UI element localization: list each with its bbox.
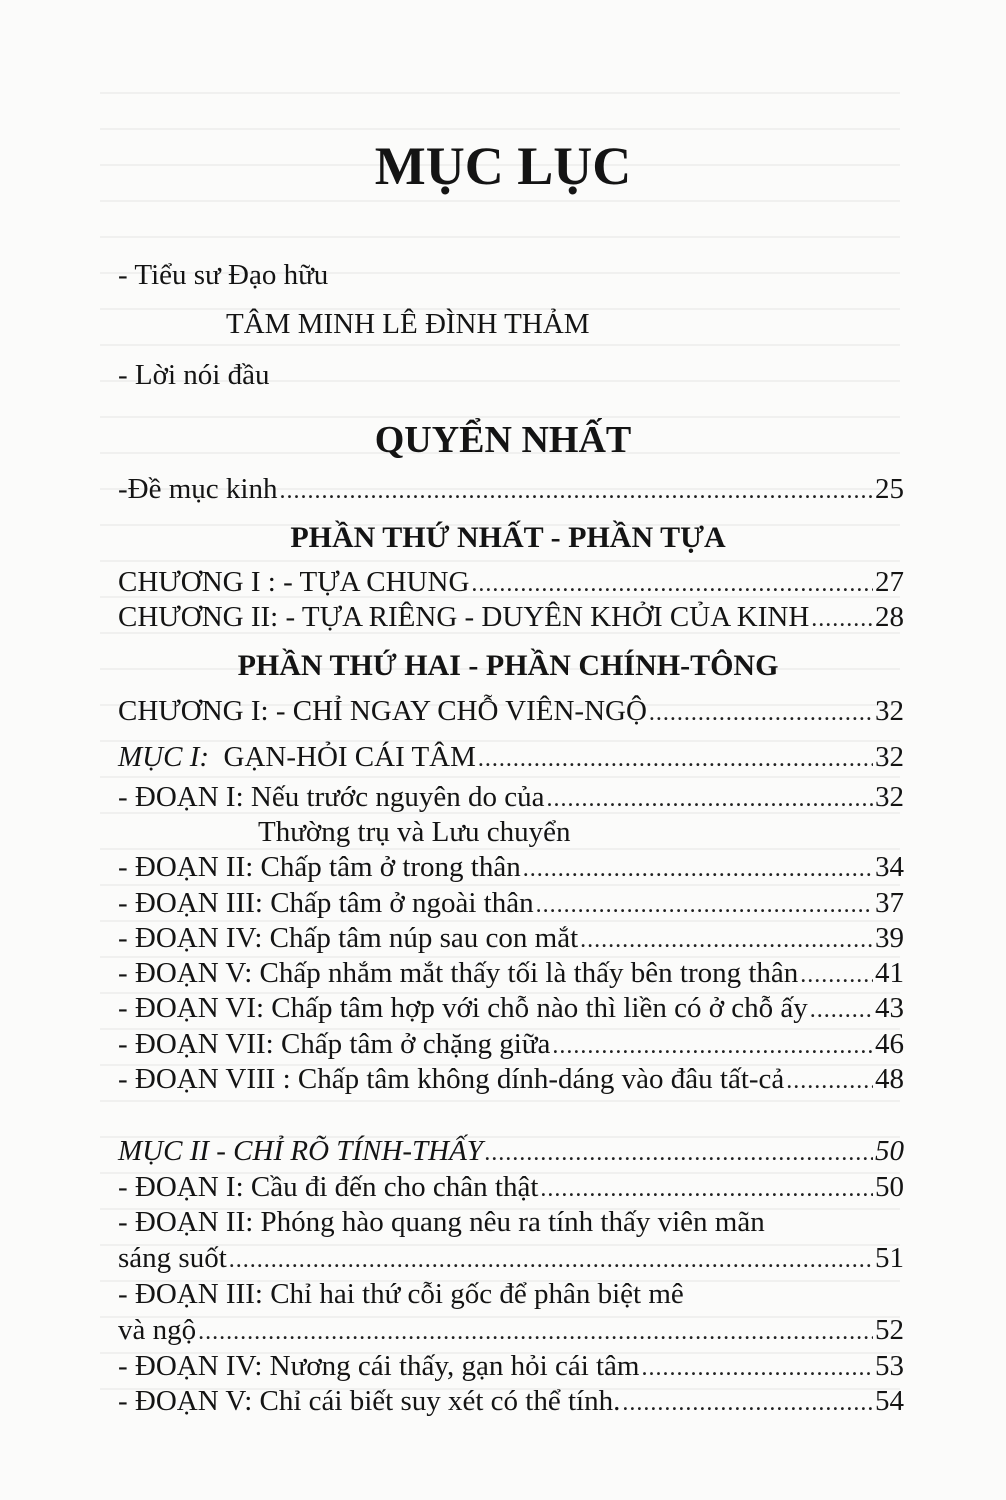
- toc-entry-page: 28: [875, 601, 904, 633]
- toc-entry-label: sáng suốt: [118, 1242, 227, 1274]
- toc-entry-section2: [118, 1134, 904, 1170]
- toc-entry-page: 51: [875, 1242, 904, 1274]
- toc-entry-label: CHƯƠNG I : - TỰA CHUNG: [118, 566, 470, 598]
- leader-dots: [471, 567, 873, 601]
- leader-dots: [540, 1172, 873, 1206]
- toc-entry: [118, 850, 904, 886]
- toc-entry-line1: - ĐOẠN II: Phóng hào quang nêu ra tính thấy viên mãn: [118, 1206, 765, 1238]
- toc-entry-label: - ĐOẠN IV: Chấp tâm núp sau con mắt: [118, 922, 579, 954]
- toc-entry: [118, 600, 904, 636]
- front-matter-biography: - Tiểu sư Đạo hữu: [118, 259, 329, 291]
- toc-entry-page: 32: [875, 741, 904, 773]
- toc-entry-label: MỤC II - CHỈ RÕ TÍNH-THẤY: [118, 1135, 483, 1167]
- leader-dots: [198, 1315, 873, 1349]
- section-prefix: MỤC I:: [118, 741, 210, 773]
- leader-dots: [642, 1351, 874, 1385]
- toc-entry-page: 43: [875, 992, 904, 1024]
- toc-entry: [118, 956, 904, 992]
- leader-dots: [580, 923, 873, 957]
- toc-entry-page: 27: [875, 566, 904, 598]
- toc-entry-page: 37: [875, 887, 904, 919]
- toc-entry: [118, 1241, 904, 1277]
- toc-entry-label: - ĐOẠN VIII : Chấp tâm không dính-dáng vào đâu tất-cả: [118, 1063, 785, 1095]
- toc-entry-continuation: Thường trụ và Lưu chuyển: [258, 816, 571, 848]
- toc-entry-page: 54: [875, 1385, 904, 1417]
- leader-dots: [552, 1029, 873, 1063]
- leader-dots: [810, 993, 873, 1027]
- toc-entry-label: - ĐOẠN VII: Chấp tâm ở chặng giữa: [118, 1028, 551, 1060]
- toc-entry: [118, 472, 904, 508]
- toc-entry-chapter: [118, 694, 904, 730]
- toc-entry-line1: - ĐOẠN III: Chỉ hai thứ cỗi gốc để phân biệt mê: [118, 1278, 684, 1310]
- toc-entry: [118, 1170, 904, 1206]
- toc-entry-label: - ĐOẠN IV: Nương cái thấy, gạn hỏi cái tâm: [118, 1350, 640, 1382]
- toc-entry-label: - ĐOẠN III: Chấp tâm ở ngoài thân: [118, 887, 534, 919]
- leader-dots: [800, 958, 873, 992]
- toc-entry: [118, 565, 904, 601]
- leader-dots: [229, 1243, 873, 1277]
- toc-entry-page: 46: [875, 1028, 904, 1060]
- toc-entry-label: - ĐOẠN I: Cầu đi đến cho chân thật: [118, 1171, 539, 1203]
- front-matter-biography-name: TÂM MINH LÊ ĐÌNH THẢM: [226, 308, 590, 340]
- section-title: GẠN-HỎI CÁI TÂM: [223, 741, 476, 773]
- toc-entry-page: 52: [875, 1314, 904, 1346]
- toc-entry-label: CHƯƠNG II: - TỰA RIÊNG - DUYÊN KHỞI CỦA KINH: [118, 601, 810, 633]
- part1-heading: PHẦN THỨ NHẤT - PHẦN TỰA: [290, 521, 726, 554]
- toc-entry-page: 50: [875, 1171, 904, 1203]
- leader-dots: [523, 852, 873, 886]
- leader-dots: [649, 696, 873, 730]
- toc-entry: [118, 921, 904, 957]
- toc-entry: [118, 1062, 904, 1098]
- toc-entry: [118, 886, 904, 922]
- toc-entry: [118, 1313, 904, 1349]
- toc-entry: [118, 780, 904, 816]
- toc-entry-page: 50: [875, 1135, 904, 1167]
- toc-entry-label: CHƯƠNG I: - CHỈ NGAY CHỖ VIÊN-NGỘ: [118, 695, 647, 727]
- toc-entry: [118, 991, 904, 1027]
- toc-entry-section1: [118, 740, 904, 776]
- page-title: MỤC LỤC: [374, 136, 632, 196]
- toc-entry: [118, 1349, 904, 1385]
- toc-entry-page: 32: [875, 781, 904, 813]
- leader-dots: [478, 742, 873, 776]
- toc-entry-page: 39: [875, 922, 904, 954]
- leader-dots: [485, 1136, 873, 1170]
- toc-entry-page: 25: [875, 473, 904, 505]
- toc-entry-label: và ngộ: [118, 1314, 197, 1346]
- leader-dots: [536, 888, 873, 922]
- book-heading: QUYỂN NHẤT: [374, 419, 632, 461]
- toc-entry-label: - ĐOẠN VI: Chấp tâm hợp với chỗ nào thì liền có ở chỗ ấy: [118, 992, 808, 1024]
- leader-dots: [786, 1064, 873, 1098]
- toc-entry: [118, 1384, 904, 1420]
- toc-entry-page: 48: [875, 1063, 904, 1095]
- leader-dots: [279, 474, 873, 508]
- toc-entry-page: 53: [875, 1350, 904, 1382]
- toc-entry-label: - ĐOẠN V: Chỉ cái biết suy xét có thể tính.: [118, 1385, 621, 1417]
- toc-entry-label: - ĐOẠN V: Chấp nhắm mắt thấy tối là thấy bên trong thân: [118, 957, 799, 989]
- toc-entry-label: [118, 740, 476, 774]
- toc-entry: [118, 1027, 904, 1063]
- toc-entry-page: 34: [875, 851, 904, 883]
- toc-entry-page: 32: [875, 695, 904, 727]
- toc-entry-label: -Đề mục kinh: [118, 473, 278, 505]
- leader-dots: [622, 1386, 873, 1420]
- toc-entry-label: - ĐOẠN II: Chấp tâm ở trong thân: [118, 851, 521, 883]
- front-matter-preface: - Lời nói đầu: [118, 359, 270, 391]
- leader-dots: [546, 782, 873, 816]
- toc-entry-label: - ĐOẠN I: Nếu trước nguyên do của: [118, 781, 545, 813]
- toc-entry-page: 41: [875, 957, 904, 989]
- leader-dots: [811, 602, 873, 636]
- part2-heading: PHẦN THỨ HAI - PHẦN CHÍNH-TÔNG: [237, 649, 779, 682]
